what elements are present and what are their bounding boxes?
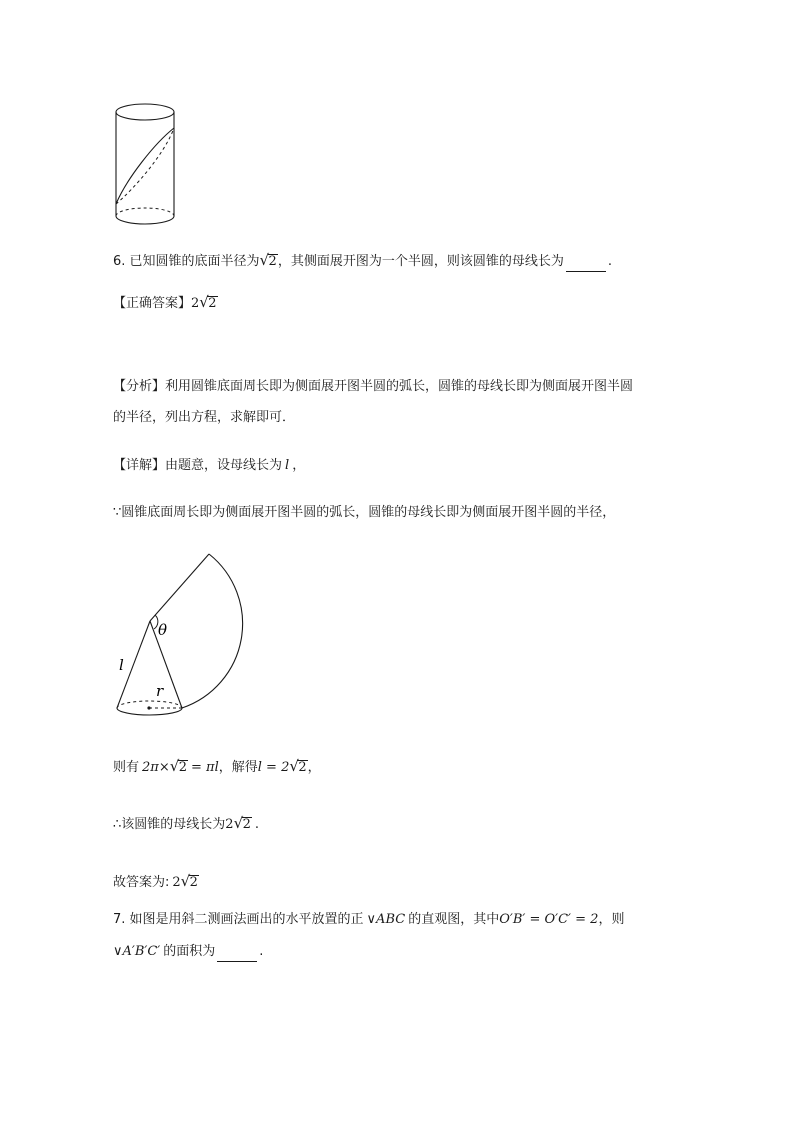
q6-radius-sqrt: √ 2 bbox=[259, 251, 277, 269]
question-6 bbox=[113, 252, 612, 272]
q6-prefix: 6. 已知圆锥的底面半径为 bbox=[113, 254, 260, 269]
eq-suffix: ， bbox=[307, 760, 321, 775]
r-label: r bbox=[156, 682, 164, 700]
q6-answer-blank bbox=[566, 257, 606, 272]
analysis-label: 【分析】 bbox=[113, 379, 166, 394]
answer-coef: 2 bbox=[191, 296, 200, 311]
eq-l-value: l = 2 bbox=[257, 760, 290, 775]
because-text: ∵圆锥底面周长即为侧面展开图半圆的弧长，圆锥的母线长即为侧面展开图半圆的半径， bbox=[113, 505, 616, 520]
detail-line bbox=[113, 456, 305, 476]
sector-arc bbox=[182, 554, 243, 708]
q7-mid: 的直观图，其中 bbox=[408, 912, 500, 927]
cone-unfold-figure bbox=[108, 548, 248, 723]
answer-label: 【正确答案】 bbox=[113, 296, 192, 311]
q7-equation: O′B′ = O′C′ = 2 bbox=[499, 912, 599, 927]
therefore-sqrt: √ 2 bbox=[233, 814, 251, 832]
eq-l-sqrt: √ 2 bbox=[289, 757, 307, 775]
q7-triangle-prime: ∨A′B′C′ bbox=[113, 944, 161, 959]
l-label: l bbox=[119, 656, 124, 674]
final-sqrt: √ 2 bbox=[180, 872, 198, 890]
slanted-section-front bbox=[116, 128, 174, 204]
therefore-line bbox=[113, 815, 259, 835]
detail-comma: ， bbox=[292, 458, 306, 473]
equation-line bbox=[113, 758, 321, 778]
final-coef: 2 bbox=[172, 875, 181, 890]
cone-base-center bbox=[147, 706, 150, 709]
cylinder-figure bbox=[105, 98, 185, 234]
q6-suffix: . bbox=[607, 254, 612, 269]
analysis-text-2: 的半径，列出方程，求解即可． bbox=[113, 410, 296, 425]
q7-answer-blank bbox=[217, 947, 257, 962]
analysis-line-1 bbox=[113, 377, 633, 397]
slanted-section-back bbox=[116, 128, 174, 204]
question-7-line-2 bbox=[113, 942, 263, 962]
answer-sqrt: √ 2 bbox=[199, 293, 217, 311]
eq-rhs: = πl bbox=[191, 760, 219, 775]
cylinder-bottom-back bbox=[116, 208, 174, 216]
final-text: 故答案为: bbox=[113, 875, 170, 890]
eq-mid: ，解得 bbox=[218, 760, 258, 775]
eq-prefix: 则有 bbox=[113, 760, 140, 775]
q7-suffix: ，则 bbox=[598, 912, 625, 927]
cylinder-bottom-front bbox=[116, 216, 174, 224]
q7-end: . bbox=[259, 944, 264, 959]
therefore-text: ∴该圆锥的母线长为 bbox=[113, 817, 226, 832]
question-7-line-1 bbox=[113, 910, 624, 930]
q7-prefix: 7. 如图是用斜二测画法画出的水平放置的正 bbox=[113, 912, 364, 927]
theta-label: θ bbox=[158, 621, 168, 639]
eq-lhs-sqrt: √ 2 bbox=[169, 757, 188, 775]
q7-line2-suffix: 的面积为 bbox=[163, 944, 216, 959]
detail-label: 【详解】 bbox=[113, 458, 166, 473]
therefore-coef: 2 bbox=[225, 817, 234, 832]
because-line bbox=[113, 503, 615, 523]
final-answer-line bbox=[113, 873, 199, 893]
cylinder-top-ellipse bbox=[116, 104, 174, 120]
correct-answer bbox=[113, 294, 218, 314]
eq-lhs-coef: 2π× bbox=[142, 760, 170, 775]
detail-text: 由题意，设母线长为 bbox=[165, 458, 283, 473]
analysis-text-1: 利用圆锥底面周长即为侧面展开图半圆的弧长，圆锥的母线长即为侧面展开图半圆 bbox=[165, 379, 634, 394]
therefore-suffix: . bbox=[254, 817, 259, 832]
detail-var: l bbox=[285, 458, 290, 473]
q6-middle: ，其侧面展开图为一个半圆，则该圆锥的母线长为 bbox=[277, 254, 564, 269]
sector-radius-upper bbox=[150, 554, 209, 621]
q7-triangle-abc: ∨ABC bbox=[366, 912, 406, 927]
analysis-line-2 bbox=[113, 408, 295, 428]
